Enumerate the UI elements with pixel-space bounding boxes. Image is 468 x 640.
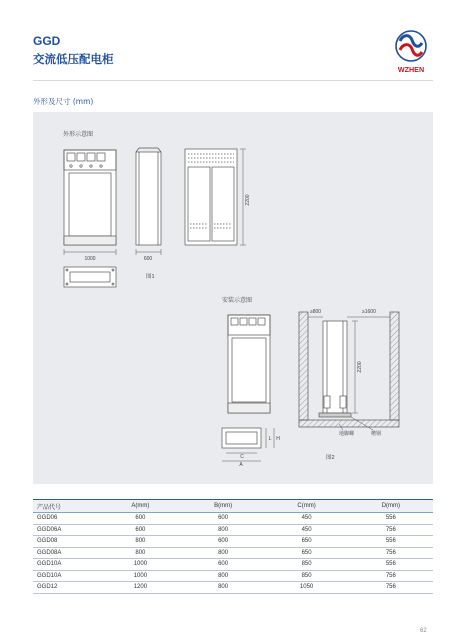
table-row — [33, 524, 433, 536]
cell-product-code: GGD10A — [33, 559, 99, 571]
side-view-drawing — [136, 148, 161, 245]
cell-d: 756 — [349, 570, 433, 582]
cell-d: 756 — [349, 547, 433, 559]
install-front-view — [228, 315, 270, 413]
cell-b: 800 — [182, 547, 265, 559]
cell-a: 1000 — [99, 559, 182, 571]
header-divider — [33, 80, 433, 81]
cell-c: 650 — [264, 536, 348, 548]
dim-install-height-label: 2200 — [357, 361, 363, 373]
cell-a: 800 — [99, 536, 182, 548]
table-row — [33, 559, 433, 571]
cell-b: 600 — [182, 536, 265, 548]
table-row — [33, 582, 433, 594]
cell-d: 556 — [349, 559, 433, 571]
rear-view-drawing — [185, 149, 237, 245]
product-code: GGD — [33, 34, 61, 48]
dim-a-label: A — [239, 462, 243, 468]
label-anchor-bolt: 地脚螺 — [339, 431, 355, 437]
cell-c: 450 — [264, 524, 348, 536]
dim-height-label: 2200 — [245, 194, 251, 206]
product-name: 交流低压配电柜 — [33, 52, 114, 66]
drawing-panel — [33, 112, 433, 484]
cell-b: 600 — [182, 513, 265, 525]
cell-d: 556 — [349, 513, 433, 525]
cell-c: 1050 — [264, 582, 348, 594]
logo-mark-icon — [391, 29, 431, 75]
cell-product-code: GGD08A — [33, 547, 99, 559]
cell-a: 1000 — [99, 570, 182, 582]
base-plan-drawing — [64, 267, 116, 287]
cell-c: 450 — [264, 513, 348, 525]
cabinet-drawings — [33, 112, 433, 484]
dim-h-label: H — [276, 436, 280, 442]
col-header-c: C(mm) — [264, 500, 348, 513]
col-header-a: A(mm) — [99, 500, 182, 513]
section-title: 外形及尺寸 (mm) — [33, 97, 94, 106]
brand-logo-text: WZHEN — [397, 65, 425, 74]
table-row — [33, 570, 433, 582]
cell-d: 756 — [349, 582, 433, 594]
dim-back-gap-label: ≥1600 — [362, 309, 376, 315]
cell-b: 800 — [182, 582, 265, 594]
col-header-product-code: 产品代号 — [33, 500, 99, 513]
cell-c: 850 — [264, 559, 348, 571]
page-number: 62 — [420, 628, 427, 634]
col-header-d: D(mm) — [349, 500, 433, 513]
outline-caption: 外形示意图 — [63, 132, 94, 138]
cell-product-code: GGD10A — [33, 570, 99, 582]
cell-product-code: GGD12 — [33, 582, 99, 594]
table-row — [33, 536, 433, 548]
dim-l-label: L — [268, 436, 272, 442]
table-header-row — [33, 500, 433, 513]
cell-product-code: GGD06A — [33, 524, 99, 536]
cell-b: 800 — [182, 570, 265, 582]
label-channel-steel: 槽钢 — [371, 431, 382, 437]
figure-1-label: 图1 — [146, 274, 155, 280]
table-row — [33, 513, 433, 525]
cell-b: 600 — [182, 559, 265, 571]
cell-a: 800 — [99, 547, 182, 559]
install-base-plan — [222, 428, 261, 448]
dim-front-gap-label: ≥800 — [310, 309, 322, 315]
front-view-drawing — [64, 150, 116, 245]
cell-b: 800 — [182, 524, 265, 536]
cell-d: 756 — [349, 524, 433, 536]
install-caption: 安装示意图 — [222, 298, 253, 304]
table-row — [33, 547, 433, 559]
dim-width-label: 1000 — [84, 256, 96, 262]
col-header-b: B(mm) — [182, 500, 265, 513]
dimension-table — [33, 499, 433, 594]
cell-product-code: GGD08 — [33, 536, 99, 548]
cell-d: 556 — [349, 536, 433, 548]
cell-a: 600 — [99, 524, 182, 536]
room-section-drawing — [299, 312, 399, 427]
dim-depth-label: 600 — [143, 256, 153, 262]
cell-c: 850 — [264, 570, 348, 582]
cell-a: 1200 — [99, 582, 182, 594]
brand-logo — [391, 29, 431, 75]
cell-a: 600 — [99, 513, 182, 525]
cell-product-code: GGD06 — [33, 513, 99, 525]
cell-c: 650 — [264, 547, 348, 559]
dim-c-label: C — [240, 454, 244, 460]
figure-2-label: 图2 — [326, 455, 335, 461]
